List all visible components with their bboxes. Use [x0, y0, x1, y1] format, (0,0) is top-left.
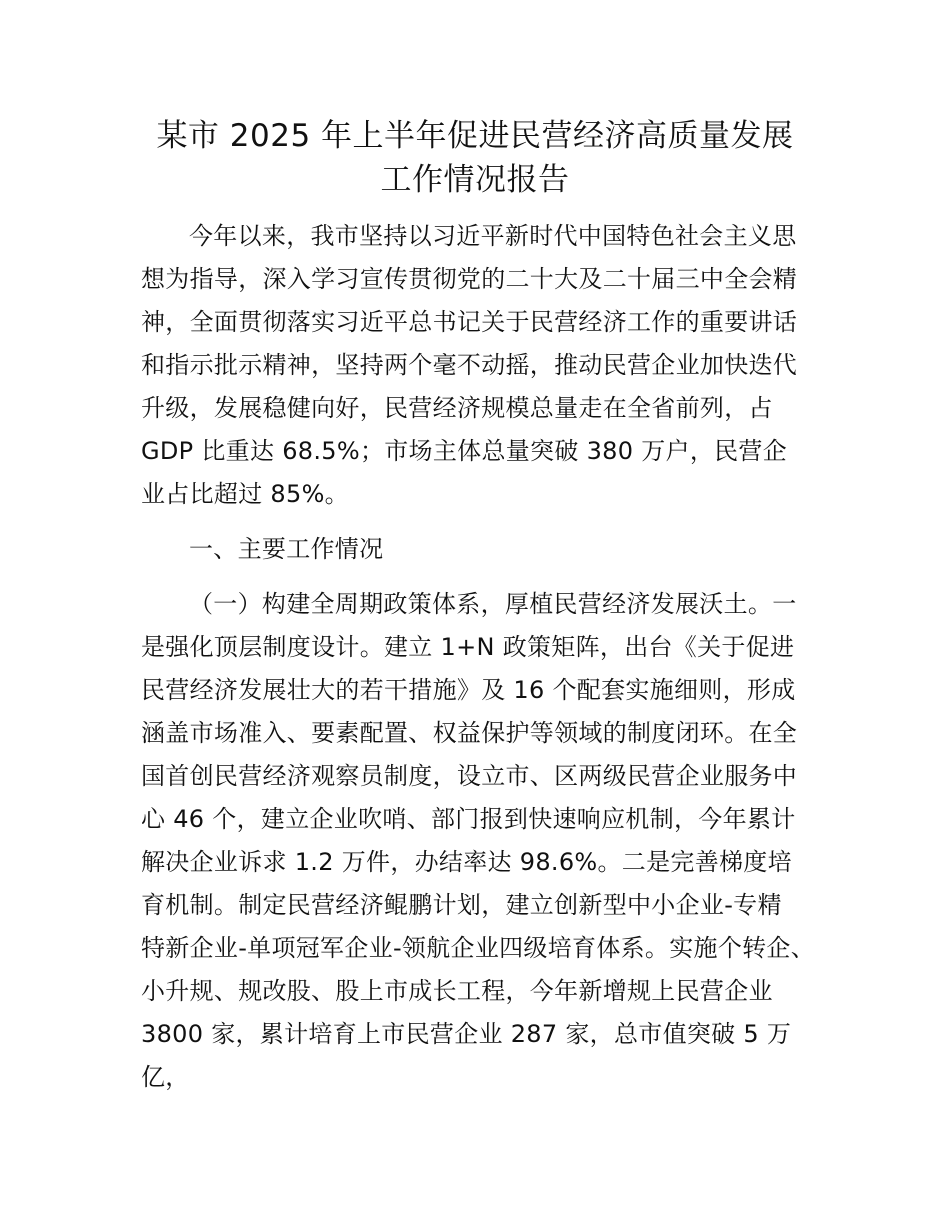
- body-line: 国首创民营经济观察员制度，设立市、区两级民营企业服务中: [141, 762, 798, 790]
- subsection-heading-line: （一）构建全周期政策体系，厚植民营经济发展沃土。一: [189, 590, 797, 618]
- body-line: 心 46 个，建立企业吹哨、部门报到快速响应机制，今年累计: [141, 805, 796, 833]
- body-line: 涵盖市场准入、要素配置、权益保护等领域的制度闭环。在全: [141, 719, 798, 747]
- body-line: 想为指导，深入学习宣传贯彻党的二十大及二十届三中全会精: [141, 265, 798, 293]
- body-line: 民营经济发展壮大的若干措施》及 16 个配套实施细则，形成: [141, 676, 796, 704]
- section-heading: 一、主要工作情况: [189, 535, 384, 563]
- document-title-line-2: 工作情况报告: [380, 162, 570, 198]
- body-line: 亿，: [141, 1063, 190, 1091]
- body-line: 育机制。制定民营经济鲲鹏计划，建立创新型中小企业-专精: [141, 891, 782, 919]
- body-line: 今年以来，我市坚持以习近平新时代中国特色社会主义思: [189, 222, 797, 250]
- body-line: 和指示批示精神，坚持两个毫不动摇，推动民营企业加快迭代: [141, 351, 798, 379]
- body-line: 解决企业诉求 1.2 万件，办结率达 98.6%。二是完善梯度培: [141, 848, 792, 876]
- body-line: 神，全面贯彻落实习近平总书记关于民营经济工作的重要讲话: [141, 308, 798, 336]
- document-title-line-1: 某市 2025 年上半年促进民营经济高质量发展: [156, 118, 794, 154]
- body-line: 小升规、规改股、股上市成长工程，今年新增规上民营企业: [141, 977, 773, 1005]
- body-line: GDP 比重达 68.5%；市场主体总量突破 380 万户，民营企: [141, 437, 788, 465]
- body-line: 特新企业-单项冠军企业-领航企业四级培育体系。实施个转企、: [141, 934, 816, 962]
- body-line: 升级，发展稳健向好，民营经济规模总量走在全省前列，占: [141, 394, 773, 422]
- body-line: 是强化顶层制度设计。建立 1+N 政策矩阵，出台《关于促进: [141, 633, 795, 661]
- body-line: 3800 家，累计培育上市民营企业 287 家，总市值突破 5 万: [141, 1020, 792, 1048]
- body-line: 业占比超过 85%。: [141, 480, 349, 508]
